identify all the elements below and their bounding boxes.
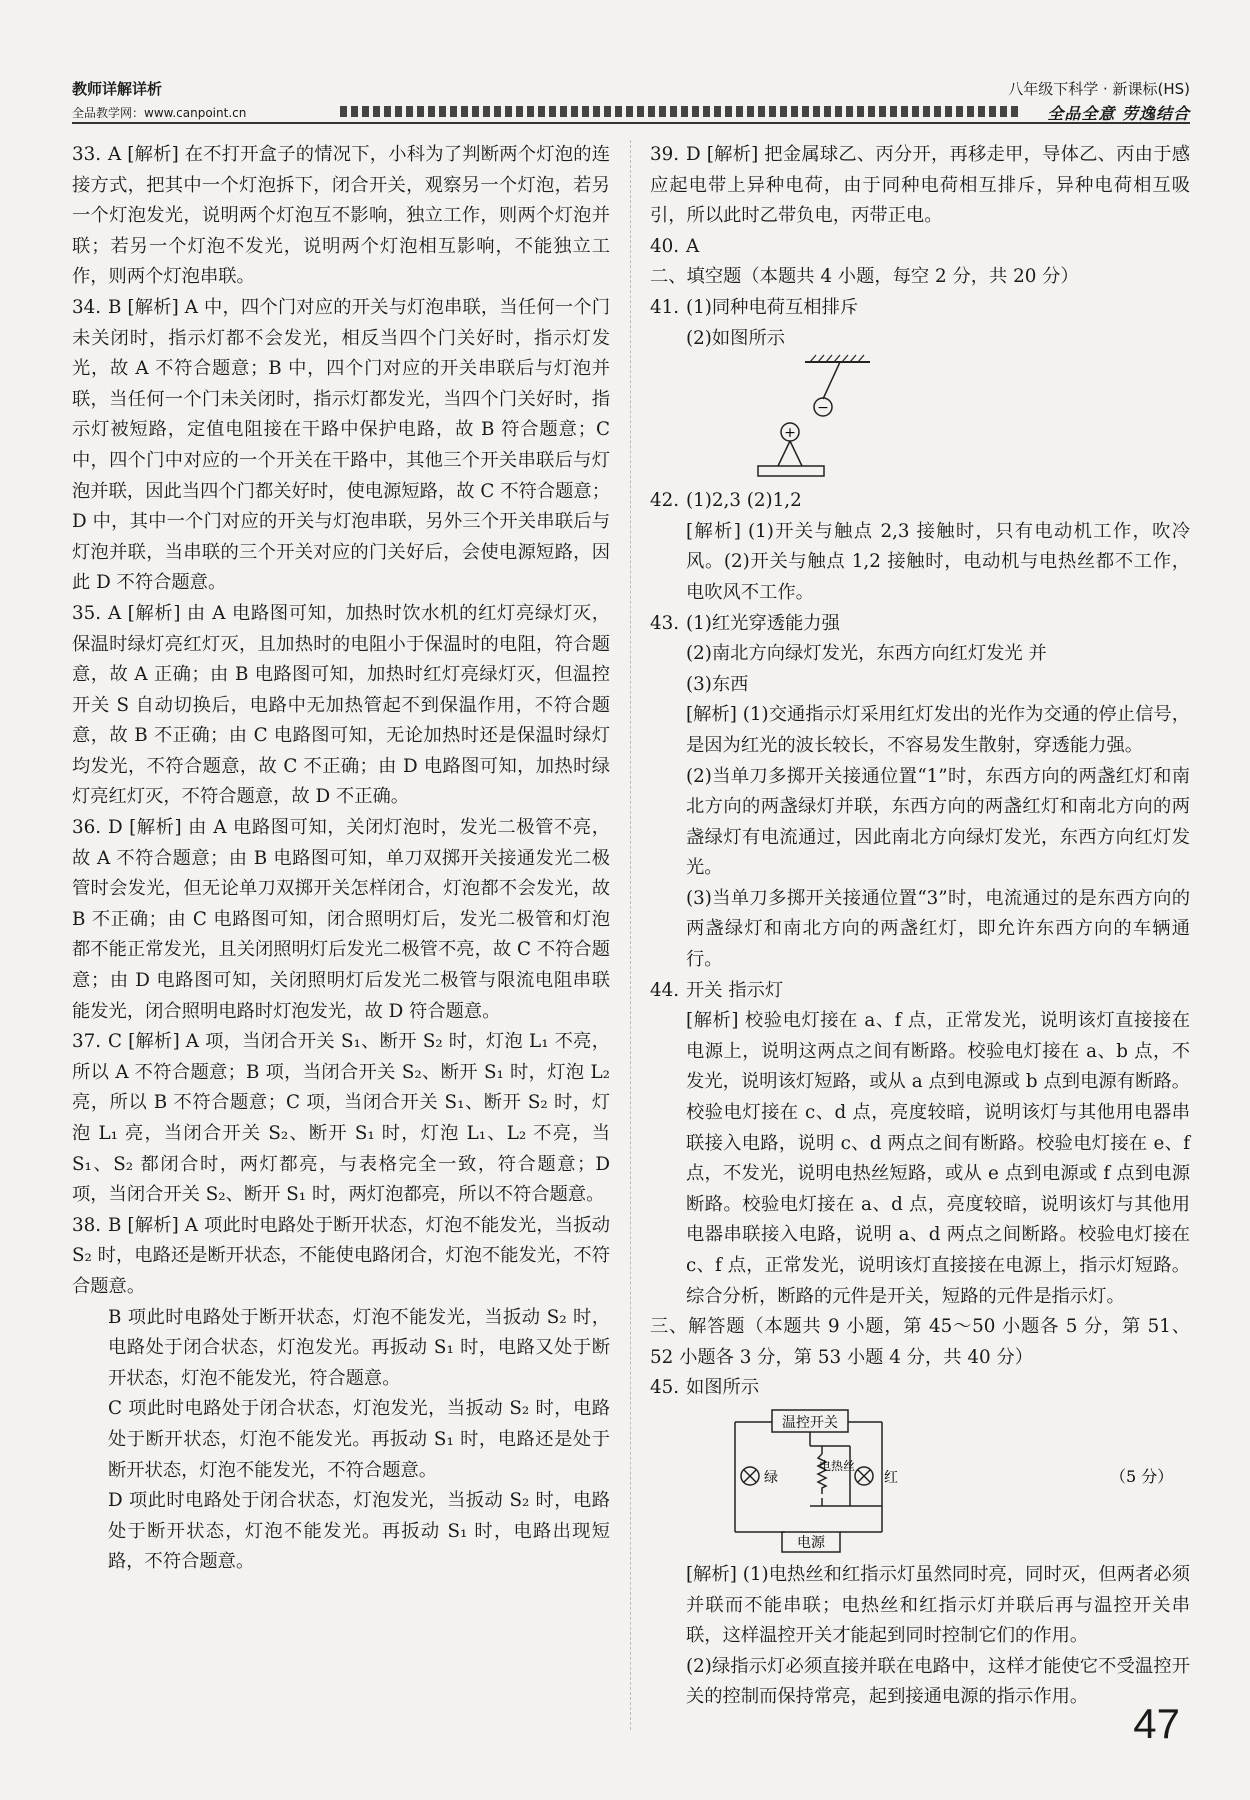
header-title-left: 教师详解详析 — [72, 80, 163, 98]
answer-38-d: D 项此时电路处于闭合状态，灯泡发光，当扳动 S₂ 时，电路处于断开状态，灯泡不能发光。再扳动 S₁ 时，电路出现短路，不符合题意。 — [108, 1490, 610, 1573]
answer-38-c: C 项此时电路处于闭合状态，灯泡发光，当扳动 S₂ 时，电路处于断开状态，灯泡不能发光。再扳动 S₁ 时，电路还是处于断开状态，灯泡不能发光，不符合题意。 — [108, 1398, 610, 1481]
thermostat-label: 温控开关 — [782, 1414, 838, 1431]
column-divider — [630, 140, 631, 1730]
answer-43-explain-3: (3)当单刀多掷开关接通位置“3”时，电流通过的是东西方向的两盏绿灯和南北方向的两盏红灯，即允许东西方向的车辆通行。 — [686, 887, 1190, 971]
score-label: （5 分） — [1110, 1466, 1174, 1486]
heater-label: 电热丝 — [818, 1458, 856, 1473]
answer-38-b: B 项此时电路处于断开状态，灯泡不能发光，当扳动 S₂ 时，电路处于闭合状态，灯泡发光。再扳动 S₁ 时，电路又处于断开状态，灯泡不能发光，符合题意。 — [108, 1306, 610, 1389]
header-rule — [72, 122, 1190, 124]
answer-43-2: (2)南北方向绿灯发光，东西方向红灯发光 并 — [686, 643, 1047, 665]
red-lamp-label: 红 — [884, 1469, 898, 1486]
answer-40: 40. A — [650, 235, 700, 257]
green-lamp-label: 绿 — [764, 1469, 778, 1486]
answer-45: 45. 如图所示 — [650, 1377, 760, 1399]
figure-41-electroscope — [650, 354, 1190, 486]
figure-41-svg — [650, 354, 1190, 486]
plus-sign: + — [784, 425, 796, 442]
answer-39: 39. D [解析] 把金属球乙、丙分开，再移走甲，导体乙、丙由于感应起电带上异种电荷，由于同种电荷相互排斥，异种电荷相互吸引，所以此时乙带负电，丙带正电。 — [650, 144, 1190, 227]
answer-35: 35. A [解析] 由 A 电路图可知，加热时饮水机的红灯亮绿灯灭，保温时绿灯亮红灯灭，且加热时的电阻小于保温时的电阻，符合题意，故 A 正确；由 B 电路图可知，加热时红灯亮绿灯灭，但温控开关 S 自动切换后，电路中无加热管起不到保温作用，不符合题意，故 B 不正确；由 C 电路图可知，无论加热时还是保温时绿灯均发光，不符合题意，故 C 不正确；由 D 电路图可知，加热时绿灯亮红灯灭，不符合题意，故 D 不正确。 — [72, 602, 610, 808]
answer-44-explain: [解析] 校验电灯接在 a、f 点，正常发光，说明该灯直接接在电源上，说明这两点之间有断路。校验电灯接在 a、b 点，不发光，说明该灯短路，或从 a 点到电源或 b 点到电源有断路。校验电灯接在 c、d 点，亮度较暗，说明该灯与其他用电器串联接入电路，说明 c、d 两点之间有断路。校验电灯接在 e、f 点，不发光，说明电热丝短路，或从 e 点到电源或 f 点到电源断路。校验电灯接在 a、d 点，亮度较暗，说明该灯与其他用电器串联接入电路，说明 a、d 两点之间断路。校验电灯接在 c、f 点，正常发光，说明该灯直接接在电源上，指示灯短路。综合分析，断路的元件是开关，短路的元件是指示灯。 — [686, 1010, 1190, 1307]
answer-44: 44. 开关 指示灯 — [650, 979, 784, 1001]
page-number: 47 — [1133, 1700, 1180, 1747]
answer-37: 37. C [解析] A 项，当闭合开关 S₁、断开 S₂ 时，灯泡 L₁ 不亮，所以 A 不符合题意；B 项，当闭合开关 S₂、断开 S₁ 时，灯泡 L₂ 亮，所以 B 不符合题意；C 项，当闭合开关 S₁、断开 S₂ 时，灯泡 L₁ 亮，当闭合开关 S₂、断开 S₁ 时，灯泡 L₁、L₂ 不亮，当 S₁、S₂ 都闭合时，两灯都亮，与表格完全一致，符合题意；D 项，当闭合开关 S₂、断开 S₁ 时，两灯泡都亮，所以不符合题意。 — [72, 1031, 610, 1206]
answer-38: 38. B [解析] A 项此时电路处于断开状态，灯泡不能发光，当扳动 S₂ 时，电路还是断开状态，不能使电路闭合，灯泡不能发光，不符合题意。 — [72, 1214, 610, 1297]
answer-43: 43. (1)红光穿透能力强 — [650, 612, 840, 634]
answer-41: 41. (1)同种电荷互相排斥 — [650, 296, 859, 318]
answer-43-3: (3)东西 — [686, 673, 749, 695]
header-brand: 全品全意 劳逸结合 — [1047, 104, 1190, 123]
answer-43-explain-1: [解析] (1)交通指示灯采用红灯发出的光作为交通的停止信号，是因为红光的波长较长，不容易发生散射，穿透能力强。 — [686, 704, 1190, 756]
answer-45-explain-2: (2)绿指示灯必须直接并联在电路中，这样才能使它不受温控开关的控制而保持常亮，起到接通电源的指示作用。 — [686, 1655, 1190, 1708]
answer-33: 33. A [解析] 在不打开盒子的情况下，小科为了判断两个灯泡的连接方式，把其中一个灯泡拆下，闭合开关，观察另一个灯泡，若另一个灯泡发光，说明两个灯泡互不影响，独立工作，则两个灯泡并联；若另一个灯泡不发光，说明两个灯泡相互影响，不能独立工作，则两个灯泡串联。 — [72, 144, 610, 288]
section-3-heading: 三、解答题（本题共 9 小题，第 45～50 小题各 5 分，第 51、52 小题各 3 分，第 53 小题 4 分，共 40 分） — [650, 1316, 1190, 1368]
header-decor-bar — [340, 106, 1020, 117]
figure-45-svg — [650, 1404, 1190, 1560]
answer-45-explain-1: [解析] (1)电热丝和红指示灯虽然同时亮，同时灭，但两者必须并联而不能串联；电热丝和红指示灯并联后再与温控开关串联，这样温控开关才能起到同时控制它们的作用。 — [686, 1563, 1190, 1647]
answer-42: 42. (1)2,3 (2)1,2 — [650, 490, 802, 512]
section-2-heading: 二、填空题（本题共 4 小题，每空 2 分，共 20 分） — [650, 266, 1079, 288]
source-label: 电源 — [797, 1534, 825, 1551]
right-column — [650, 140, 1190, 1713]
header-site: 全品教学网：www.canpoint.cn — [72, 106, 247, 120]
figure-45-circuit — [650, 1404, 1190, 1560]
header-title-right: 八年级下科学 · 新课标(HS) — [1008, 80, 1190, 98]
answer-36: 36. D [解析] 由 A 电路图可知，关闭灯泡时，发光二极管不亮，故 A 不符合题意；由 B 电路图可知，单刀双掷开关接通发光二极管时会发光，但无论单刀双掷开关怎样闭合，灯泡都不会发光，故 B 不正确；由 C 电路图可知，闭合照明灯后，发光二极管和灯泡都不能正常发光，且关闭照明灯后发光二极管不亮，故 C 不符合题意；由 D 电路图可知，关闭照明灯后发光二极管与限流电阻串联能发光，闭合照明电路时灯泡发光，故 D 符合题意。 — [72, 817, 610, 1022]
answer-42-explain: [解析] (1)开关与触点 2,3 接触时，只有电动机工作，吹冷风。(2)开关与触点 1,2 接触时，电动机与电热丝都不工作，电吹风不工作。 — [686, 520, 1190, 603]
left-column — [72, 140, 610, 1578]
answer-34: 34. B [解析] A 中，四个门对应的开关与灯泡串联，当任何一个门未关闭时，指示灯都不会发光，相反当四个门关好时，指示灯发光，故 A 不符合题意；B 中，四个门对应的开关串联后与灯泡并联，当任何一个门未关闭时，指示灯都发光，当四个门关好时，指示灯被短路，定值电阻接在干路中保护电路，故 B 符合题意；C 中，四个门中对应的一个开关在干路中，其他三个开关串联后与灯泡并联，因此当四个门都关好时，使电源短路，故 C 不符合题意；D 中，其中一个门对应的开关与灯泡串联，另外三个开关串联后与灯泡并联，当串联的三个开关对应的门关好后，会使电源短路，因此 D 不符合题意。 — [72, 296, 610, 594]
answer-41-b: (2)如图所示 — [686, 327, 786, 349]
minus-sign: − — [817, 400, 829, 417]
answer-43-explain-2: (2)当单刀多掷开关接通位置“1”时，东西方向的两盏红灯和南北方向的两盏绿灯并联，东西方向的两盏红灯和南北方向的两盏绿灯有电流通过，因此南北方向绿灯发光，东西方向红灯发光。 — [686, 765, 1190, 879]
